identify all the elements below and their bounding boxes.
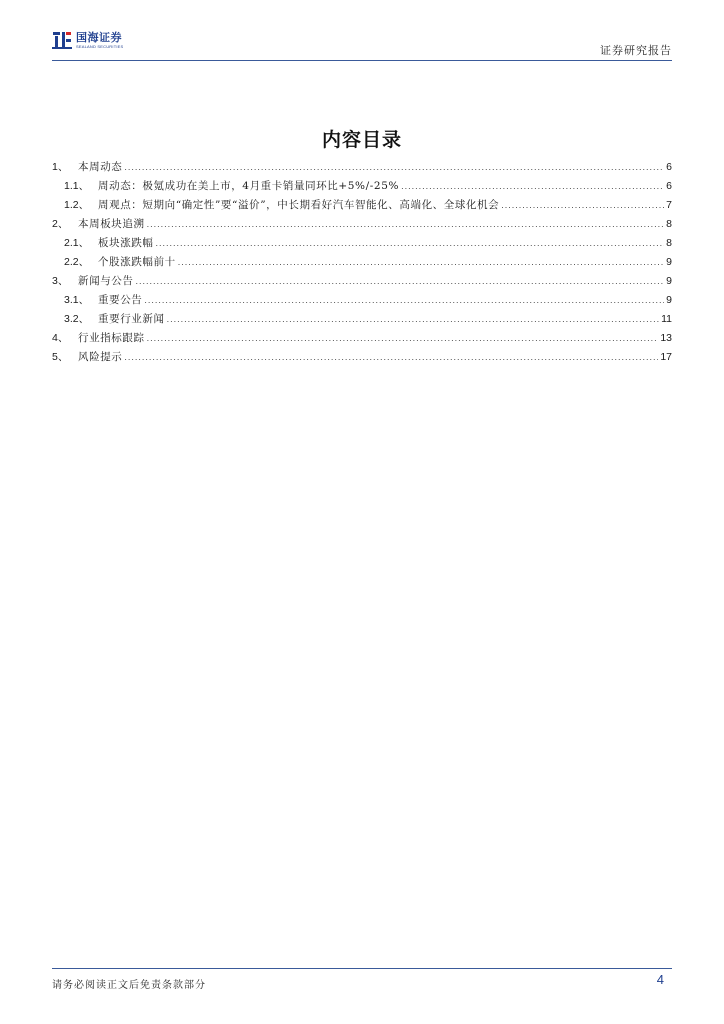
report-type-label: 证券研究报告 <box>600 44 672 57</box>
toc-dot-leader <box>136 272 665 291</box>
toc-entry-page: 7 <box>666 199 672 211</box>
toc-dot-leader <box>147 215 665 234</box>
toc-entry-page: 9 <box>666 275 672 287</box>
toc-entry[interactable] <box>52 196 672 215</box>
toc-entry-page: 8 <box>666 237 672 249</box>
toc-entry-page: 13 <box>660 332 672 344</box>
sealand-logo-icon <box>52 30 72 50</box>
toc-dot-leader <box>167 310 659 329</box>
toc-entry-number: 1.2、 <box>64 199 90 211</box>
toc-entry[interactable] <box>52 215 672 234</box>
toc-entry-number: 1.1、 <box>64 180 90 192</box>
toc-entry-title: 本周动态 <box>78 161 123 173</box>
toc-entry-page: 9 <box>666 294 672 306</box>
toc-entry-page: 17 <box>660 351 672 363</box>
disclaimer-note: 请务必阅读正文后免责条款部分 <box>52 980 206 991</box>
toc-entry-title: 行业指标跟踪 <box>78 332 145 344</box>
toc-entry-page: 6 <box>666 180 672 192</box>
toc-entry-page: 11 <box>661 313 672 325</box>
toc-dot-leader <box>156 234 665 253</box>
toc-entry[interactable] <box>52 329 672 348</box>
toc-entry-number: 3.2、 <box>64 313 90 325</box>
table-of-contents <box>52 158 672 367</box>
toc-dot-leader <box>147 329 659 348</box>
logo-chinese-name: 国海证券 <box>76 30 122 44</box>
toc-entry-title: 板块涨跌幅 <box>98 237 154 249</box>
toc-entry-title: 新闻与公告 <box>78 275 134 287</box>
company-logo <box>52 30 123 50</box>
toc-entry-number: 3.1、 <box>64 294 90 306</box>
logo-english-name: SEALAND SECURITIES <box>76 43 124 49</box>
toc-entry-number: 2、 <box>52 218 69 230</box>
toc-title: 内容目录 <box>321 129 402 151</box>
toc-entry-page: 6 <box>666 161 672 173</box>
toc-dot-leader <box>124 348 658 367</box>
toc-entry-page: 9 <box>666 256 672 268</box>
toc-entry[interactable] <box>52 158 672 177</box>
toc-entry-title: 重要行业新闻 <box>98 313 165 325</box>
toc-entry-title: 周观点：短期向“确定性”要“溢价”，中长期看好汽车智能化、高端化、全球化机会 <box>98 199 500 211</box>
toc-entry[interactable] <box>52 348 672 367</box>
toc-entry-title: 重要公告 <box>98 294 143 306</box>
toc-entry-title: 个股涨跌幅前十 <box>98 256 176 268</box>
toc-dot-leader <box>178 253 664 272</box>
toc-dot-leader <box>401 177 664 196</box>
page-header <box>52 30 672 60</box>
page-number: 4 <box>656 972 664 987</box>
toc-dot-leader <box>501 196 664 215</box>
toc-entry[interactable] <box>52 310 672 329</box>
header-divider <box>52 60 672 61</box>
toc-entry-number: 2.1、 <box>64 237 90 249</box>
toc-entry-title: 本周板块追溯 <box>78 218 145 230</box>
toc-entry[interactable] <box>52 272 672 291</box>
toc-entry-number: 4、 <box>52 332 69 344</box>
toc-entry[interactable] <box>52 177 672 196</box>
toc-dot-leader <box>124 158 664 177</box>
footer-divider <box>52 968 672 969</box>
toc-entry-number: 3、 <box>52 275 69 287</box>
toc-entry[interactable] <box>52 234 672 253</box>
toc-entry-number: 5、 <box>52 351 69 363</box>
toc-entry-title: 周动态：极氪成功在美上市，4月重卡销量同环比+5%/-25% <box>98 180 400 192</box>
toc-entry-number: 1、 <box>52 161 69 173</box>
toc-entry-title: 风险提示 <box>78 351 123 363</box>
toc-dot-leader <box>144 291 664 310</box>
toc-entry-number: 2.2、 <box>64 256 90 268</box>
toc-entry[interactable] <box>52 291 672 310</box>
toc-entry-page: 8 <box>666 218 672 230</box>
toc-entry[interactable] <box>52 253 672 272</box>
